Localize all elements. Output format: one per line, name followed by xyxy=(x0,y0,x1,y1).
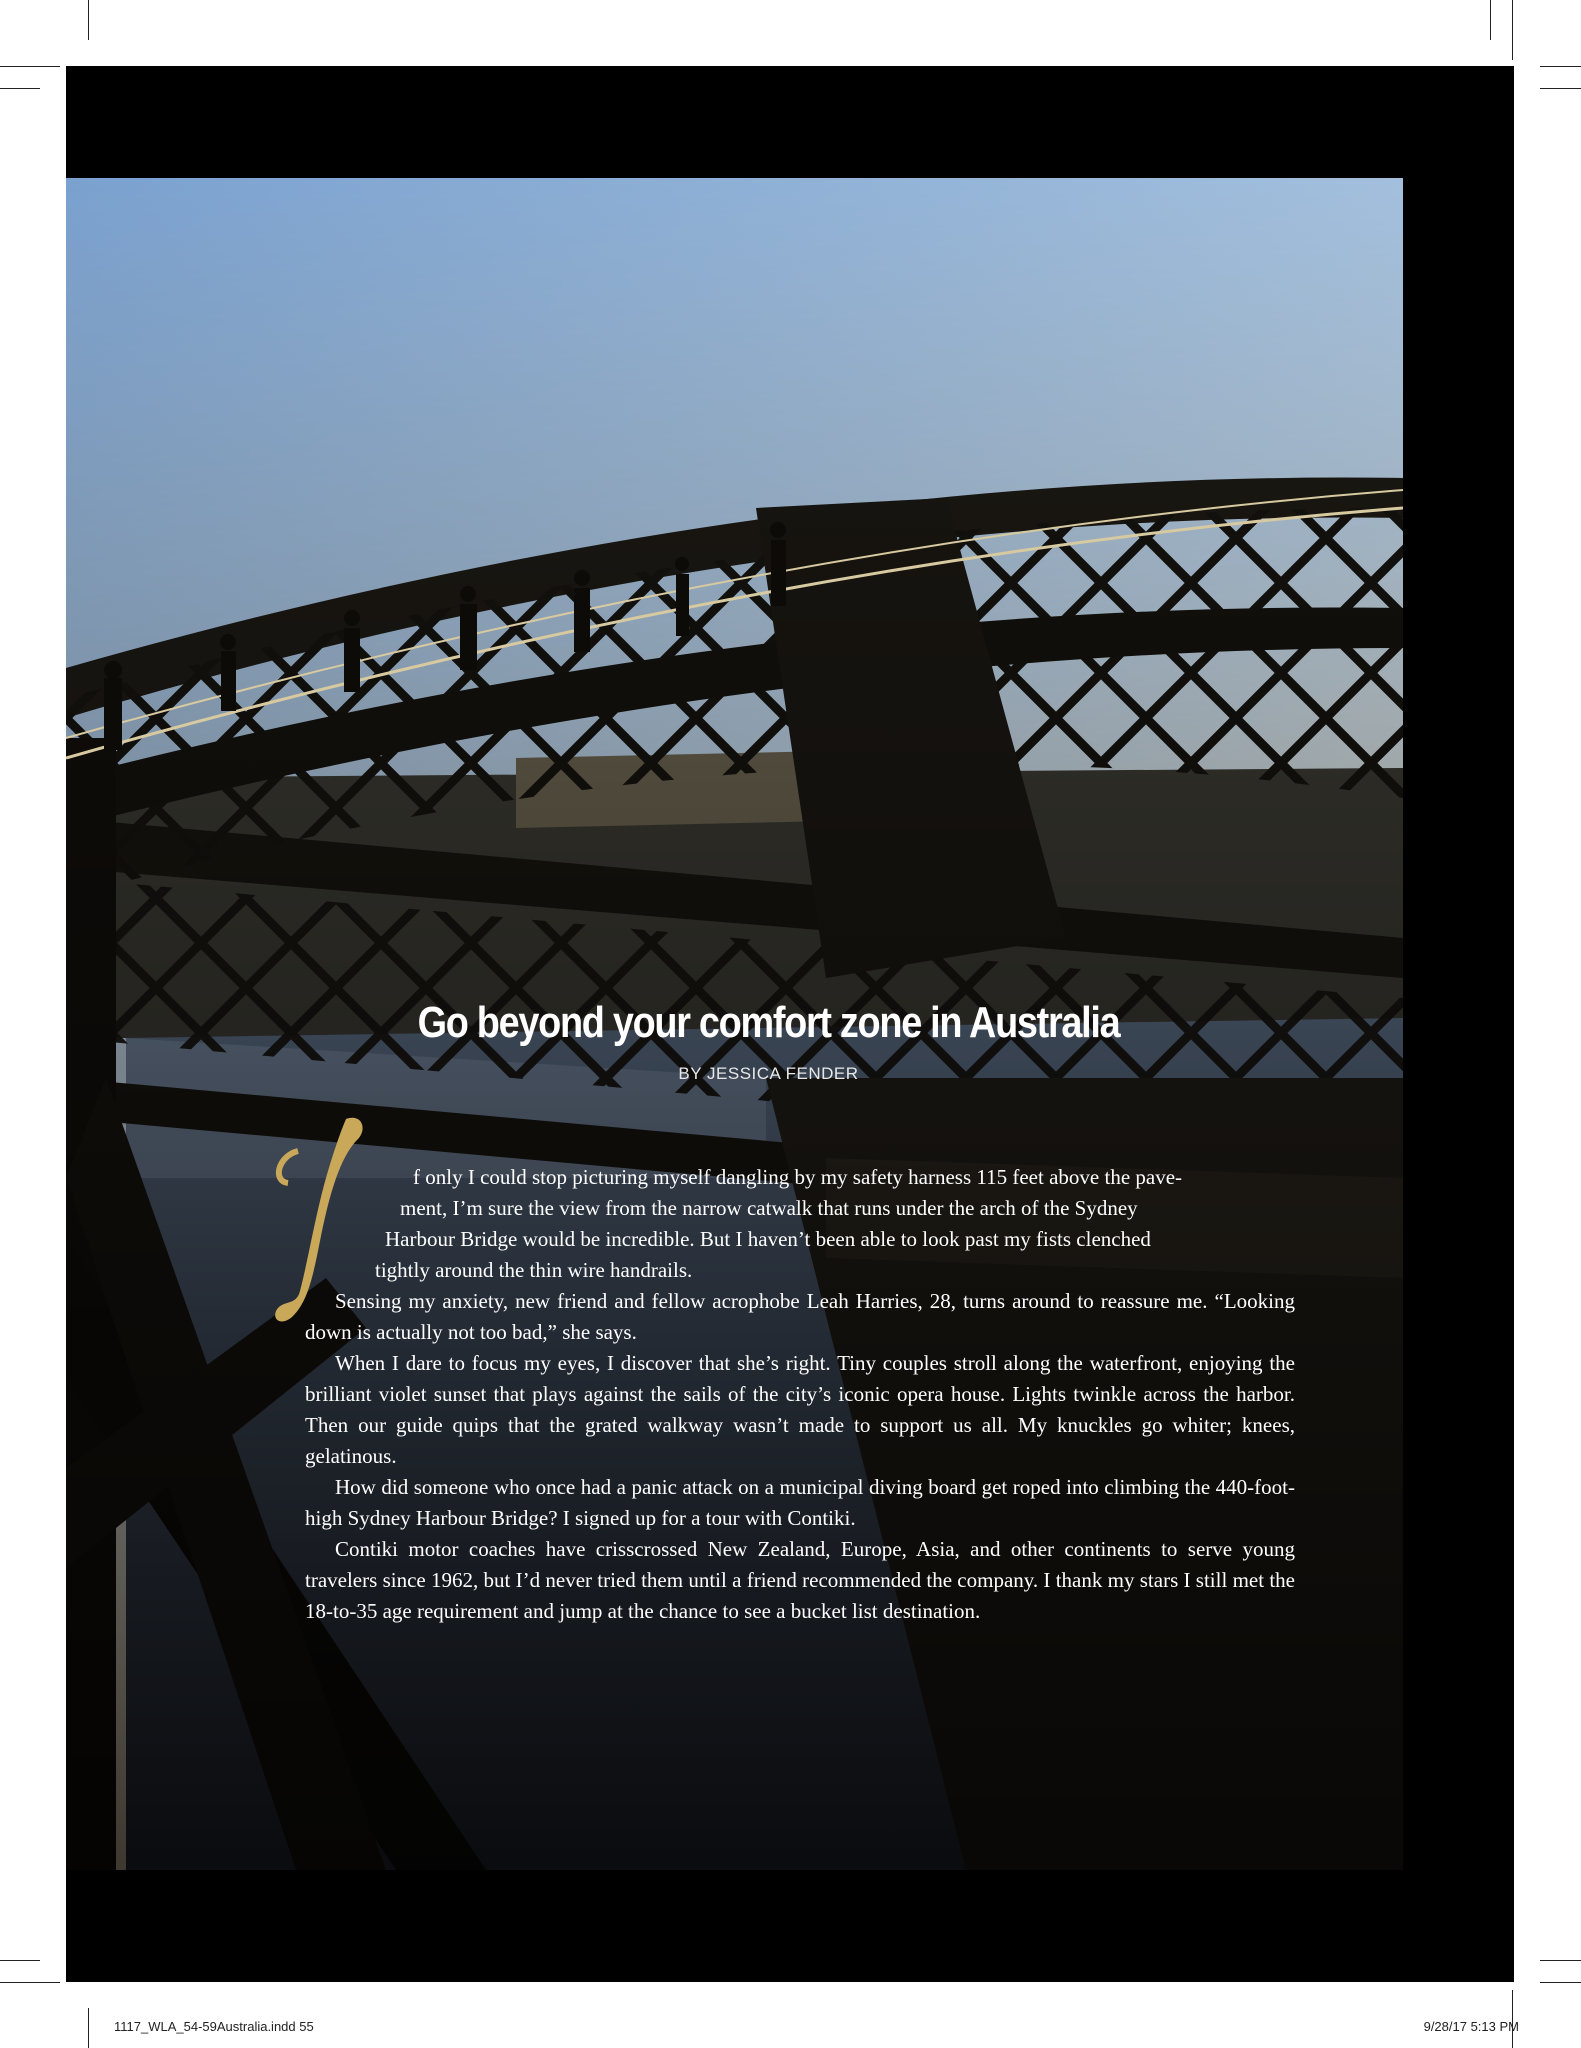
crop-mark xyxy=(1490,0,1491,40)
file-info: 1117_WLA_54-59Australia.indd 55 xyxy=(114,2019,314,2034)
body-paragraph: Sensing my anxiety, new friend and fellow acrophobe Leah Harries, 28, turns around to reassure me. “Looking down is actually not too bad,” she says. xyxy=(305,1289,1295,1344)
crop-mark xyxy=(0,1960,40,1961)
body-paragraph: How did someone who once had a panic attack on a municipal diving board get roped into climbing the 440-foot-high Sydney Harbour Bridge? I signed up for a tour with Contiki. xyxy=(305,1475,1295,1530)
crop-mark xyxy=(0,66,60,67)
article-headline: Go beyond your comfort zone in Australia xyxy=(417,998,1120,1047)
crop-mark xyxy=(88,0,89,40)
crop-mark xyxy=(88,2008,89,2048)
crop-mark xyxy=(1540,1960,1581,1961)
lead-line: tightly around the thin wire handrails. xyxy=(375,1258,693,1282)
lead-paragraph xyxy=(305,1162,1295,1286)
print-timestamp: 9/28/17 5:13 PM xyxy=(1423,2019,1519,2034)
crop-mark xyxy=(1540,88,1581,89)
article-body xyxy=(305,1162,1295,1627)
crop-mark xyxy=(1540,66,1581,67)
lead-line: f only I could stop picturing myself dangling by my safety harness 115 feet above the pave- xyxy=(413,1165,1183,1189)
crop-mark xyxy=(0,88,40,89)
lead-line: ment, I’m sure the view from the narrow catwalk that runs under the arch of the Sydney xyxy=(400,1196,1138,1220)
lead-line: Harbour Bridge would be incredible. But I haven’t been able to look past my fists clenched xyxy=(385,1227,1151,1251)
crop-mark xyxy=(1540,1982,1581,1983)
article-byline: BY JESSICA FENDER xyxy=(678,1064,859,1083)
body-paragraph: Contiki motor coaches have crisscrossed New Zealand, Europe, Asia, and other continents to serve young travelers since 1962, but I’d never tried them until a friend recommended the company. I thank my stars I still met the 18-to-35 age requirement and jump at the chance to see a bucket list destination. xyxy=(305,1537,1295,1623)
crop-mark xyxy=(1512,0,1513,60)
body-paragraph: When I dare to focus my eyes, I discover that she’s right. Tiny couples stroll along the waterfront, enjoying the brilliant violet sunset that plays against the sails of the city’s iconic opera house. Lights twinkle across the harbor. Then our guide quips that the grated walkway wasn’t made to support us all. My knuckles go whiter; knees, gelatinous. xyxy=(305,1351,1295,1468)
crop-mark xyxy=(0,1982,60,1983)
